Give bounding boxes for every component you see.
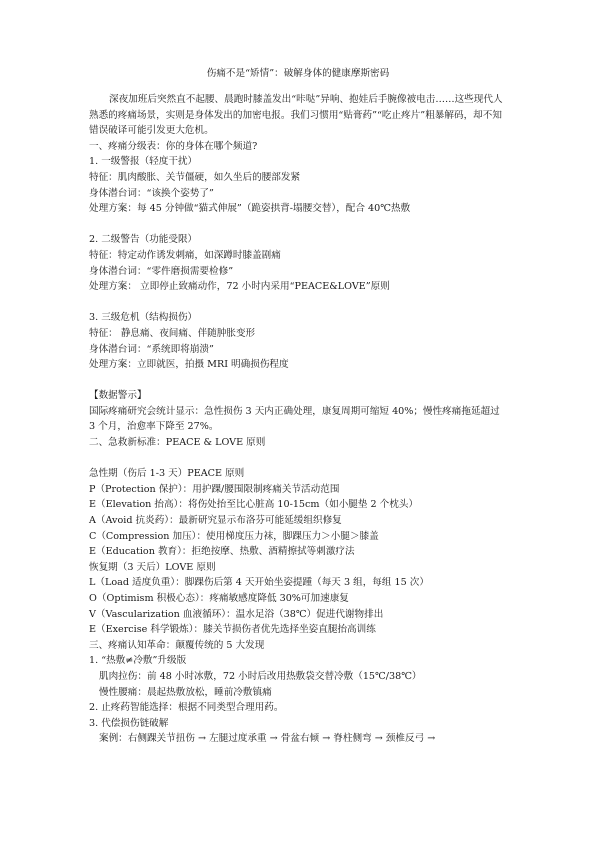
love-item-o: O（Optimism 积极心态）：疼痛敏感度降低 30%可加速康复	[89, 593, 349, 604]
level3-feature: 特征： 静息痛、夜间痛、伴随肿胀变形	[89, 327, 256, 339]
document-title: 伤痛不是“矫情”：破解身体的健康摩斯密码	[206, 68, 390, 79]
level2-title: 2. 二级警告（功能受限）	[89, 234, 198, 246]
discovery3-case: 案例：右侧踝关节扭伤 → 左腿过度承重 → 骨盆右倾 → 脊柱侧弯 → 颈椎反弓 →	[99, 733, 436, 745]
peace-item-a: A（Avoid 抗炎药）：最新研究显示布洛芬可能延缓组织修复	[89, 515, 342, 527]
spacer	[89, 217, 507, 233]
discovery2: 2. 止疼药智能选择：根据不同类型合理用药。	[89, 702, 284, 714]
section1-heading: 一、疼痛分级表：你的身体在哪个频道?	[89, 140, 258, 152]
level1-voice: 身体潜台词：“该换个姿势了”	[89, 187, 214, 199]
love-item-e: E（Exercise 科学锻炼）：膝关节损伤者优先选择坐姿直腿抬高训练	[89, 624, 376, 636]
discovery1-line-muscle: 肌肉拉伤：前 48 小时冰敷，72 小时后改用热敷袋交替冷敷（15℃/38℃）	[99, 670, 422, 682]
section2-heading: 二、急救新标准：PEACE & LOVE 原则	[89, 437, 266, 449]
level1-plan: 处理方案：每 45 分钟做“猫式伸展”（跪姿拱背-塌腰交替），配合 40℃热敷	[89, 203, 411, 215]
peace-item-c: C（Compression 加压）：使用梯度压力袜，脚踝压力＞小腿＞膝盖	[89, 530, 379, 542]
discovery1-line-back: 慢性腰痛：晨起热敷放松，睡前冷敷镇痛	[99, 686, 272, 698]
level1-title: 1. 一级警报（轻度干扰）	[89, 156, 198, 168]
level2-plan: 处理方案： 立即停止致痛动作，72 小时内采用“PEACE&LOVE”原则	[89, 281, 390, 293]
peace-item-e1: E（Elevation 抬高）：将伤处抬至比心脏高 10-15cm（如小腿垫 2 个枕头）	[89, 499, 419, 511]
data-alert-text: 国际疼痛研究会统计显示：急性损伤 3 天内正确处理，康复周期可缩短 40%；慢性疼痛拖延超过 3 个月，治愈率下降至 27%。	[89, 405, 500, 433]
spacer	[89, 295, 507, 311]
love-item-v: V（Vascularization 血液循环）：温水足浴（38℃）促进代谢物排出	[89, 608, 384, 620]
document-page	[89, 66, 507, 747]
discovery3-title: 3. 代偿损伤链破解	[89, 717, 169, 729]
love-item-l: L（Load 适度负重）：脚踝伤后第 4 天开始坐姿提踵（每天 3 组，每组 15 次）	[89, 577, 429, 589]
level3-plan: 处理方案：立即就医，拍摄 MRI 明确损伤程度	[89, 359, 289, 371]
peace-item-p: P（Protection 保护）：用护踝/腰围限制疼痛关节活动范围	[89, 483, 340, 495]
data-alert-heading: 【数据警示】	[89, 390, 147, 402]
discovery1-title: 1. “热敷≠冷敷”升级版	[89, 655, 187, 667]
spacer	[89, 373, 507, 389]
acute-phase-heading: 急性期（伤后 1-3 天）PEACE 原则	[89, 468, 245, 480]
peace-item-e2: E（Education 教育）：拒绝按摩、热敷、酒精擦拭等刺激疗法	[89, 546, 355, 558]
section3-heading: 三、疼痛认知革命：颠覆传统的 5 大发现	[89, 639, 265, 651]
level3-title: 3. 三级危机（结构损伤）	[89, 312, 198, 324]
spacer	[89, 451, 507, 467]
level2-feature: 特征：特定动作诱发刺痛，如深蹲时膝盖剧痛	[89, 249, 281, 261]
level1-feature: 特征：肌肉酸胀、关节僵硬，如久坐后的腰部发紧	[89, 171, 301, 183]
level2-voice: 身体潜台词：“零件磨损需要检修”	[89, 265, 234, 277]
level3-voice: 身体潜台词：“系统即将崩溃”	[89, 343, 214, 355]
intro-paragraph: 深夜加班后突然直不起腰、晨跑时膝盖发出“咔哒”异响、抱娃后手腕像被电击……这些现代人熟悉的疼痛场景，实则是身体发出的加密电报。我们习惯用“贴膏药”“吃止疼片”粗暴解码，却不知错误破译可能引发更大危机。	[89, 94, 503, 137]
recovery-phase-heading: 恢复期（3 天后）LOVE 原则	[89, 561, 216, 573]
